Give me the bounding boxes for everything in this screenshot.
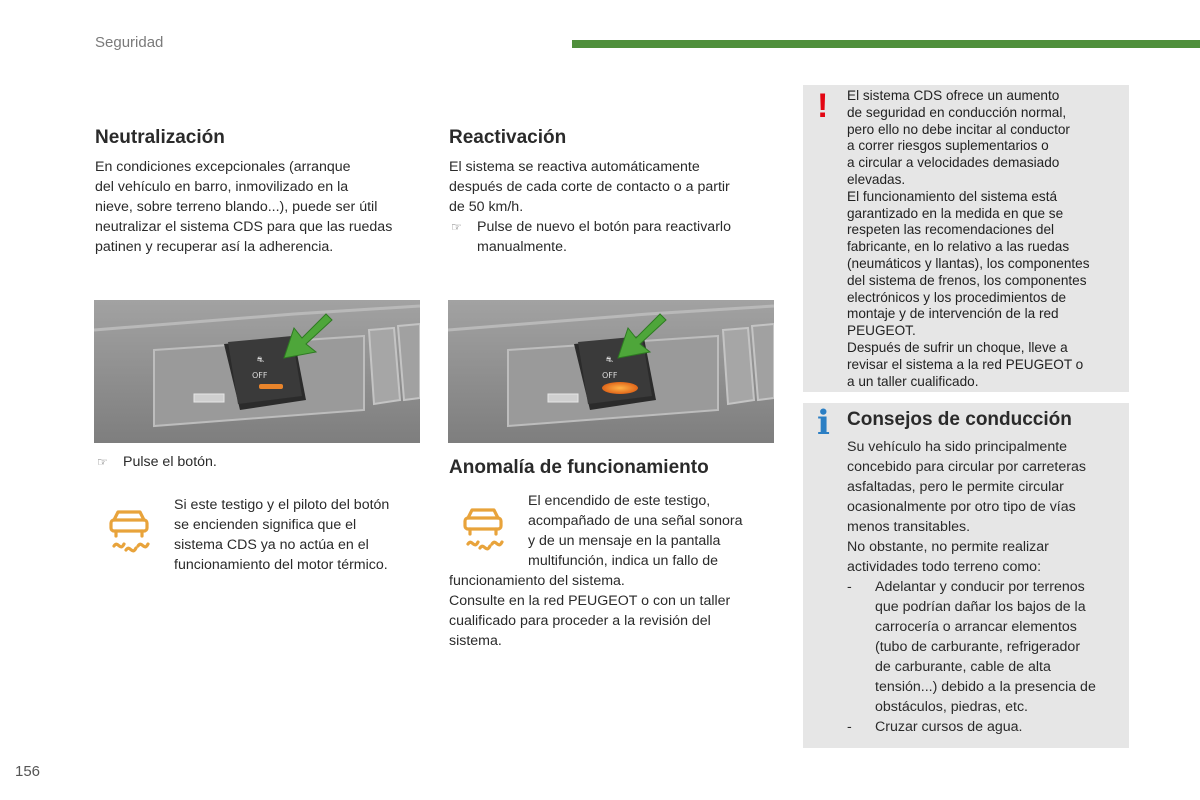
list-item: - Cruzar cursos de agua.: [847, 719, 1023, 735]
consejos-title: Consejos de conducción: [847, 409, 1072, 430]
svg-text:OFF: OFF: [602, 371, 618, 380]
neutralizacion-title: Neutralización: [95, 127, 225, 148]
neutralizacion-step: ☞ Pulse el botón.: [97, 454, 217, 470]
svg-text:OFF: OFF: [252, 371, 268, 380]
cds-button-photo-on: [448, 300, 774, 443]
anomalia-text: funcionamiento del sistema. Consulte en la red PEUGEOT o con un taller cualificado para proceder a la revisión del sistema.: [449, 573, 731, 649]
svg-text:⛐: ⛐: [606, 355, 613, 364]
svg-text:⛐: ⛐: [257, 355, 264, 364]
anomalia-title: Anomalía de funcionamiento: [449, 457, 709, 478]
header-accent-bar: [572, 40, 1200, 48]
esp-warning-lamp-icon: [460, 506, 506, 556]
warning-text: El sistema CDS ofrece un aumento de seguridad en conducción normal, pero ello no debe incitar al conductor a correr riesgos suplementarios o a circular a velocidades demasiado elevadas. El funcionamiento del sistema está garantizado en la medida en que se respeten las recomendaciones del fabricante, en lo relativo a las ruedas (neumáticos y llantas), los componentes del sistema de frenos, los componentes electrónicos y los procedimientos de montaje y de intervención de la red PEUGEOT. Después de sufrir un choque, lleve a revisar el sistema a la red PEUGEOT o a un taller cualificado.: [847, 88, 1090, 389]
reactivacion-step: ☞ Pulse de nuevo el botón para reactivarlo manualmente.: [451, 219, 731, 255]
neutralizacion-warning: Si este testigo y el piloto del botón se encienden significa que el sistema CDS ya no actúa en el funcionamiento del motor térmico.: [174, 497, 390, 573]
page-number: 156: [15, 763, 41, 780]
consejos-text: Su vehículo ha sido principalmente concebido para circular por carreteras asfaltadas, pero le permite circular ocasionalmente por otro tipo de vías menos transitables. No obstante, no permite realizar actividades todo terreno como: - Adelantar y conducir por terrenos que podrían dañar los bajos de la carrocería o arrancar elementos (tubo de carburante, refrigerador de carburante, cable de alta tensión...) debido a la presencia de obstáculos, piedras, etc. - Cruzar cursos de agua.: [847, 437, 1127, 737]
list-item: - Adelantar y conducir por terrenos que podrían dañar los bajos de la carrocería o arrancar elementos (tubo de carburante, refrigerador de carburante, cable de alta tensión...) debido a la presencia de obstáculos, piedras, etc.: [847, 579, 1096, 715]
warning-exclamation-icon: !: [817, 87, 829, 125]
neutralizacion-text: En condiciones excepcionales (arranque del vehículo en barro, inmovilizado en la nieve, sobre terreno blando...), puede ser útil neutralizar el sistema CDS para que las ruedas patinen y recuperar así la adherencia.: [95, 159, 393, 255]
section-label: Seguridad: [95, 34, 164, 51]
hand-pointer-icon: ☞: [451, 220, 462, 234]
info-icon: i: [817, 403, 830, 443]
anomalia-icon-text: El encendido de este testigo, acompañado de una señal sonora y de un mensaje en la pantalla multifunción, indica un fallo de: [528, 493, 743, 569]
reactivacion-text: El sistema se reactiva automáticamente después de cada corte de contacto o a partir de 50 km/h. ☞ Pulse de nuevo el botón para reactivarlo manualmente.: [449, 157, 779, 257]
cds-button-photo-off: [94, 300, 420, 443]
esp-warning-lamp-icon: [106, 508, 152, 558]
reactivacion-title: Reactivación: [449, 127, 567, 148]
hand-pointer-icon: ☞: [97, 455, 108, 469]
